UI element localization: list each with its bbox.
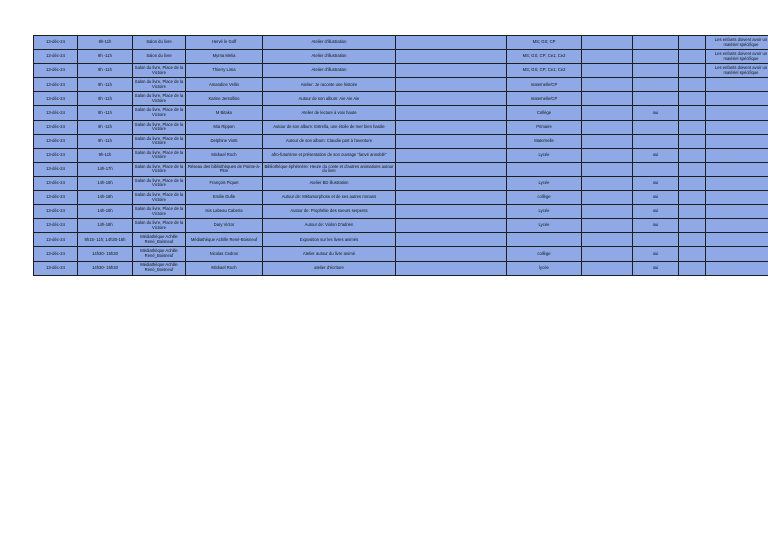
cell-person: Myrna Melia bbox=[186, 50, 263, 64]
cell-person: M Bitako bbox=[186, 106, 263, 120]
cell-blank2 bbox=[582, 162, 633, 176]
cell-blank3 bbox=[679, 106, 706, 120]
cell-date: 13-déc-24 bbox=[34, 148, 78, 162]
cell-place: Salon du livre, Place de la Victoire bbox=[133, 205, 186, 219]
cell-activity: Atelier autour du livre animé bbox=[263, 247, 396, 261]
cell-date: 13-déc-24 bbox=[34, 176, 78, 190]
cell-note bbox=[706, 205, 768, 219]
cell-time: 14h-16h bbox=[78, 191, 133, 205]
cell-blank1 bbox=[396, 205, 507, 219]
cell-date: 13-déc-24 bbox=[34, 233, 78, 247]
cell-place: Médiathèque Achille René_Boisneuf bbox=[133, 247, 186, 261]
cell-activity: Atelier: Je raconte une histoire bbox=[263, 78, 396, 92]
cell-note bbox=[706, 120, 768, 134]
cell-note bbox=[706, 106, 768, 120]
cell-place: Salon du livre, Place de la Victoire bbox=[133, 120, 186, 134]
cell-note: Les enfants doivent avoir un matériel spécifique bbox=[706, 36, 768, 50]
cell-blank2 bbox=[582, 176, 633, 190]
table-row bbox=[34, 191, 768, 205]
table-row bbox=[34, 134, 768, 148]
cell-flag: oui bbox=[633, 219, 679, 233]
cell-level: Maternelle bbox=[507, 134, 582, 148]
cell-flag: oui bbox=[633, 176, 679, 190]
cell-blank3 bbox=[679, 233, 706, 247]
cell-blank3 bbox=[679, 134, 706, 148]
cell-place: Salon du livre, Place de la Victoire bbox=[133, 176, 186, 190]
cell-blank1 bbox=[396, 78, 507, 92]
cell-flag bbox=[633, 162, 679, 176]
cell-activity: atelier d'écriture bbox=[263, 261, 396, 275]
cell-note bbox=[706, 148, 768, 162]
cell-level: collège bbox=[507, 191, 582, 205]
cell-time: 9h -11h bbox=[78, 50, 133, 64]
cell-time: 9h -11h bbox=[78, 106, 133, 120]
cell-place: Salon du livre, Place de la Victoire bbox=[133, 219, 186, 233]
cell-person: Nicolas Cedron bbox=[186, 247, 263, 261]
cell-level: MS; GS; CP bbox=[507, 36, 582, 50]
cell-activity: Exposition sur les livres animés bbox=[263, 233, 396, 247]
cell-note bbox=[706, 176, 768, 190]
cell-level: MS; GS; CP; Ce1; Ce2 bbox=[507, 50, 582, 64]
cell-activity: Autour de: Métamorphose et de ses autres romans bbox=[263, 191, 396, 205]
cell-date: 13-déc-24 bbox=[34, 50, 78, 64]
cell-person: François Piquet bbox=[186, 176, 263, 190]
cell-blank2 bbox=[582, 148, 633, 162]
cell-place: Salon du livre, Place de la Victoire bbox=[133, 106, 186, 120]
cell-note bbox=[706, 219, 768, 233]
cell-note bbox=[706, 247, 768, 261]
cell-time: 9h -11h bbox=[78, 78, 133, 92]
cell-level: Lycée bbox=[507, 148, 582, 162]
cell-activity: Atelier d'illustration bbox=[263, 64, 396, 78]
cell-flag bbox=[633, 64, 679, 78]
cell-time: 9h -11h bbox=[78, 134, 133, 148]
cell-time: 9h -11h bbox=[78, 120, 133, 134]
cell-level: maternelle/CP bbox=[507, 78, 582, 92]
cell-time: 9h -11h bbox=[78, 92, 133, 106]
cell-date: 13-déc-24 bbox=[34, 247, 78, 261]
cell-blank2 bbox=[582, 120, 633, 134]
cell-blank3 bbox=[679, 92, 706, 106]
cell-blank1 bbox=[396, 36, 507, 50]
cell-activity: Autour de son album: Aie Aie Aie bbox=[263, 92, 396, 106]
cell-activity: Atelier d'illustration bbox=[263, 36, 396, 50]
cell-place: Salon du livre, Place de la Victoire bbox=[133, 148, 186, 162]
cell-blank2 bbox=[582, 50, 633, 64]
cell-date: 13-déc-24 bbox=[34, 219, 78, 233]
cell-time: 14h30- 15h30 bbox=[78, 261, 133, 275]
cell-time: 14h30- 15h30 bbox=[78, 247, 133, 261]
cell-time: 9h15- 11h; 14h30-16h bbox=[78, 233, 133, 247]
cell-blank2 bbox=[582, 36, 633, 50]
cell-note bbox=[706, 92, 768, 106]
cell-level: MS; GS; CP; Ce1; Ce2 bbox=[507, 64, 582, 78]
cell-flag bbox=[633, 92, 679, 106]
cell-blank3 bbox=[679, 120, 706, 134]
table-row bbox=[34, 120, 768, 134]
cell-person: Thierry Lima bbox=[186, 64, 263, 78]
cell-activity: Autour de son album: Claudie part à l'aventure bbox=[263, 134, 396, 148]
cell-blank1 bbox=[396, 50, 507, 64]
cell-blank2 bbox=[582, 134, 633, 148]
cell-blank3 bbox=[679, 36, 706, 50]
cell-level: Lycée bbox=[507, 205, 582, 219]
cell-time: 14h-16h bbox=[78, 205, 133, 219]
table-row bbox=[34, 176, 768, 190]
cell-time: 14h-17h bbox=[78, 162, 133, 176]
cell-note bbox=[706, 162, 768, 176]
cell-blank1 bbox=[396, 233, 507, 247]
cell-note: Les enfants doivent avoir un matériel spécifique bbox=[706, 50, 768, 64]
cell-level bbox=[507, 162, 582, 176]
cell-blank3 bbox=[679, 261, 706, 275]
cell-flag: oui bbox=[633, 106, 679, 120]
table-row bbox=[34, 78, 768, 92]
cell-person: Mickael Roch bbox=[186, 148, 263, 162]
cell-note bbox=[706, 261, 768, 275]
cell-time: 9h -11h bbox=[78, 64, 133, 78]
cell-blank1 bbox=[396, 247, 507, 261]
cell-place: Médiathèque Achille René_Boisneuf bbox=[133, 261, 186, 275]
cell-place: Salon du livre, Place de la Victoire bbox=[133, 92, 186, 106]
cell-blank2 bbox=[582, 78, 633, 92]
cell-person: Isis Labeau Caberia bbox=[186, 205, 263, 219]
cell-activity: Atelier de lecture à voix haute bbox=[263, 106, 396, 120]
cell-level: maternelle/CP bbox=[507, 92, 582, 106]
cell-blank3 bbox=[679, 219, 706, 233]
cell-blank3 bbox=[679, 176, 706, 190]
table-row bbox=[34, 36, 768, 50]
cell-date: 13-déc-24 bbox=[34, 162, 78, 176]
cell-place: Salon du livre, Place de la Victoire bbox=[133, 191, 186, 205]
cell-blank1 bbox=[396, 219, 507, 233]
cell-level bbox=[507, 233, 582, 247]
cell-date: 13-déc-24 bbox=[34, 205, 78, 219]
cell-date: 13-déc-24 bbox=[34, 106, 78, 120]
table-row bbox=[34, 92, 768, 106]
cell-activity: Autour de: Violon D'adrien bbox=[263, 219, 396, 233]
cell-level: Lycée bbox=[507, 176, 582, 190]
cell-place: Salon du livre, Place de la Victoire bbox=[133, 64, 186, 78]
cell-flag: oui bbox=[633, 261, 679, 275]
cell-blank3 bbox=[679, 205, 706, 219]
cell-activity: Atelier BD illustration bbox=[263, 176, 396, 190]
cell-place: Salon du livre, Place de la Victoire bbox=[133, 78, 186, 92]
cell-blank3 bbox=[679, 162, 706, 176]
cell-level: lycée bbox=[507, 261, 582, 275]
cell-person: Karine Jersollino bbox=[186, 92, 263, 106]
cell-level: collège bbox=[507, 247, 582, 261]
cell-blank1 bbox=[396, 191, 507, 205]
cell-blank3 bbox=[679, 64, 706, 78]
cell-level: Collège bbox=[507, 106, 582, 120]
cell-flag: oui bbox=[633, 247, 679, 261]
cell-flag: oui bbox=[633, 148, 679, 162]
cell-person: Hervé le Goff bbox=[186, 36, 263, 50]
cell-date: 13-déc-24 bbox=[34, 36, 78, 50]
cell-time: 14h-16h bbox=[78, 219, 133, 233]
cell-person: Dary Victor bbox=[186, 219, 263, 233]
cell-flag bbox=[633, 50, 679, 64]
cell-date: 13-déc-24 bbox=[34, 78, 78, 92]
cell-place: Salon du livre, Place de la Victoire bbox=[133, 134, 186, 148]
cell-note bbox=[706, 78, 768, 92]
cell-blank1 bbox=[396, 134, 507, 148]
cell-time: 14h-16h bbox=[78, 176, 133, 190]
cell-flag bbox=[633, 134, 679, 148]
cell-activity: Autour de: Prophétie des soeurs serpents bbox=[263, 205, 396, 219]
cell-place: Salon du livre bbox=[133, 50, 186, 64]
cell-date: 13-déc-24 bbox=[34, 191, 78, 205]
schedule-body bbox=[34, 36, 768, 276]
cell-date: 13-déc-24 bbox=[34, 120, 78, 134]
schedule-table bbox=[33, 35, 768, 276]
cell-blank2 bbox=[582, 64, 633, 78]
cell-flag: oui bbox=[633, 191, 679, 205]
cell-blank2 bbox=[582, 92, 633, 106]
cell-blank1 bbox=[396, 64, 507, 78]
cell-activity: afro-futurisme et présentation de son ouvrage "lanvé annoblé" bbox=[263, 148, 396, 162]
cell-person: Mia Rippon bbox=[186, 120, 263, 134]
cell-note bbox=[706, 191, 768, 205]
cell-blank3 bbox=[679, 78, 706, 92]
cell-flag: oui bbox=[633, 205, 679, 219]
cell-blank2 bbox=[582, 247, 633, 261]
cell-person: Emilie Dufie bbox=[186, 191, 263, 205]
cell-person: Delphine Viotti bbox=[186, 134, 263, 148]
cell-person: Médiathèque Achille René-Boisneuf bbox=[186, 233, 263, 247]
cell-level: Primaire bbox=[507, 120, 582, 134]
cell-blank3 bbox=[679, 50, 706, 64]
cell-blank2 bbox=[582, 106, 633, 120]
cell-activity: Atelier d'illustration bbox=[263, 50, 396, 64]
cell-person: Amandine Vellin bbox=[186, 78, 263, 92]
cell-blank1 bbox=[396, 162, 507, 176]
cell-flag bbox=[633, 36, 679, 50]
cell-blank1 bbox=[396, 148, 507, 162]
table-row bbox=[34, 148, 768, 162]
cell-blank2 bbox=[582, 205, 633, 219]
cell-person: Mickael Roch bbox=[186, 261, 263, 275]
table-row bbox=[34, 233, 768, 247]
cell-time: 9h-11h bbox=[78, 148, 133, 162]
cell-blank1 bbox=[396, 261, 507, 275]
cell-time: 9h-11h bbox=[78, 36, 133, 50]
cell-place: Salon du livre, Place de la Victoire bbox=[133, 162, 186, 176]
cell-blank3 bbox=[679, 148, 706, 162]
cell-blank1 bbox=[396, 176, 507, 190]
table-row bbox=[34, 106, 768, 120]
cell-blank1 bbox=[396, 120, 507, 134]
cell-place: Médiathèque Achille René_Boisneuf bbox=[133, 233, 186, 247]
cell-blank3 bbox=[679, 247, 706, 261]
cell-person: Réseau des bibliothèques de Pointe-à-Pitre bbox=[186, 162, 263, 176]
table-row bbox=[34, 219, 768, 233]
cell-activity: Autour de son album: Estrella, une étoile de mer bien hardie bbox=[263, 120, 396, 134]
cell-note bbox=[706, 134, 768, 148]
cell-note bbox=[706, 233, 768, 247]
table-row bbox=[34, 162, 768, 176]
cell-flag bbox=[633, 120, 679, 134]
cell-blank2 bbox=[582, 233, 633, 247]
cell-blank3 bbox=[679, 191, 706, 205]
cell-blank1 bbox=[396, 92, 507, 106]
table-row bbox=[34, 50, 768, 64]
cell-blank2 bbox=[582, 219, 633, 233]
cell-date: 13-déc-24 bbox=[34, 64, 78, 78]
cell-flag bbox=[633, 78, 679, 92]
cell-blank2 bbox=[582, 191, 633, 205]
cell-flag bbox=[633, 233, 679, 247]
table-row bbox=[34, 205, 768, 219]
table-row bbox=[34, 247, 768, 261]
cell-place: Salon du livre bbox=[133, 36, 186, 50]
cell-blank2 bbox=[582, 261, 633, 275]
cell-activity: Bibliothèque éphémère: Heure du conte et d'autres animations autour du livre bbox=[263, 162, 396, 176]
cell-blank1 bbox=[396, 106, 507, 120]
table-row bbox=[34, 64, 768, 78]
cell-date: 13-déc-24 bbox=[34, 261, 78, 275]
table-row bbox=[34, 261, 768, 275]
cell-note: Les enfants doivent avoir un matériel spécifique bbox=[706, 64, 768, 78]
cell-level: Lycée bbox=[507, 219, 582, 233]
cell-date: 13-déc-24 bbox=[34, 134, 78, 148]
cell-date: 13-déc-24 bbox=[34, 92, 78, 106]
